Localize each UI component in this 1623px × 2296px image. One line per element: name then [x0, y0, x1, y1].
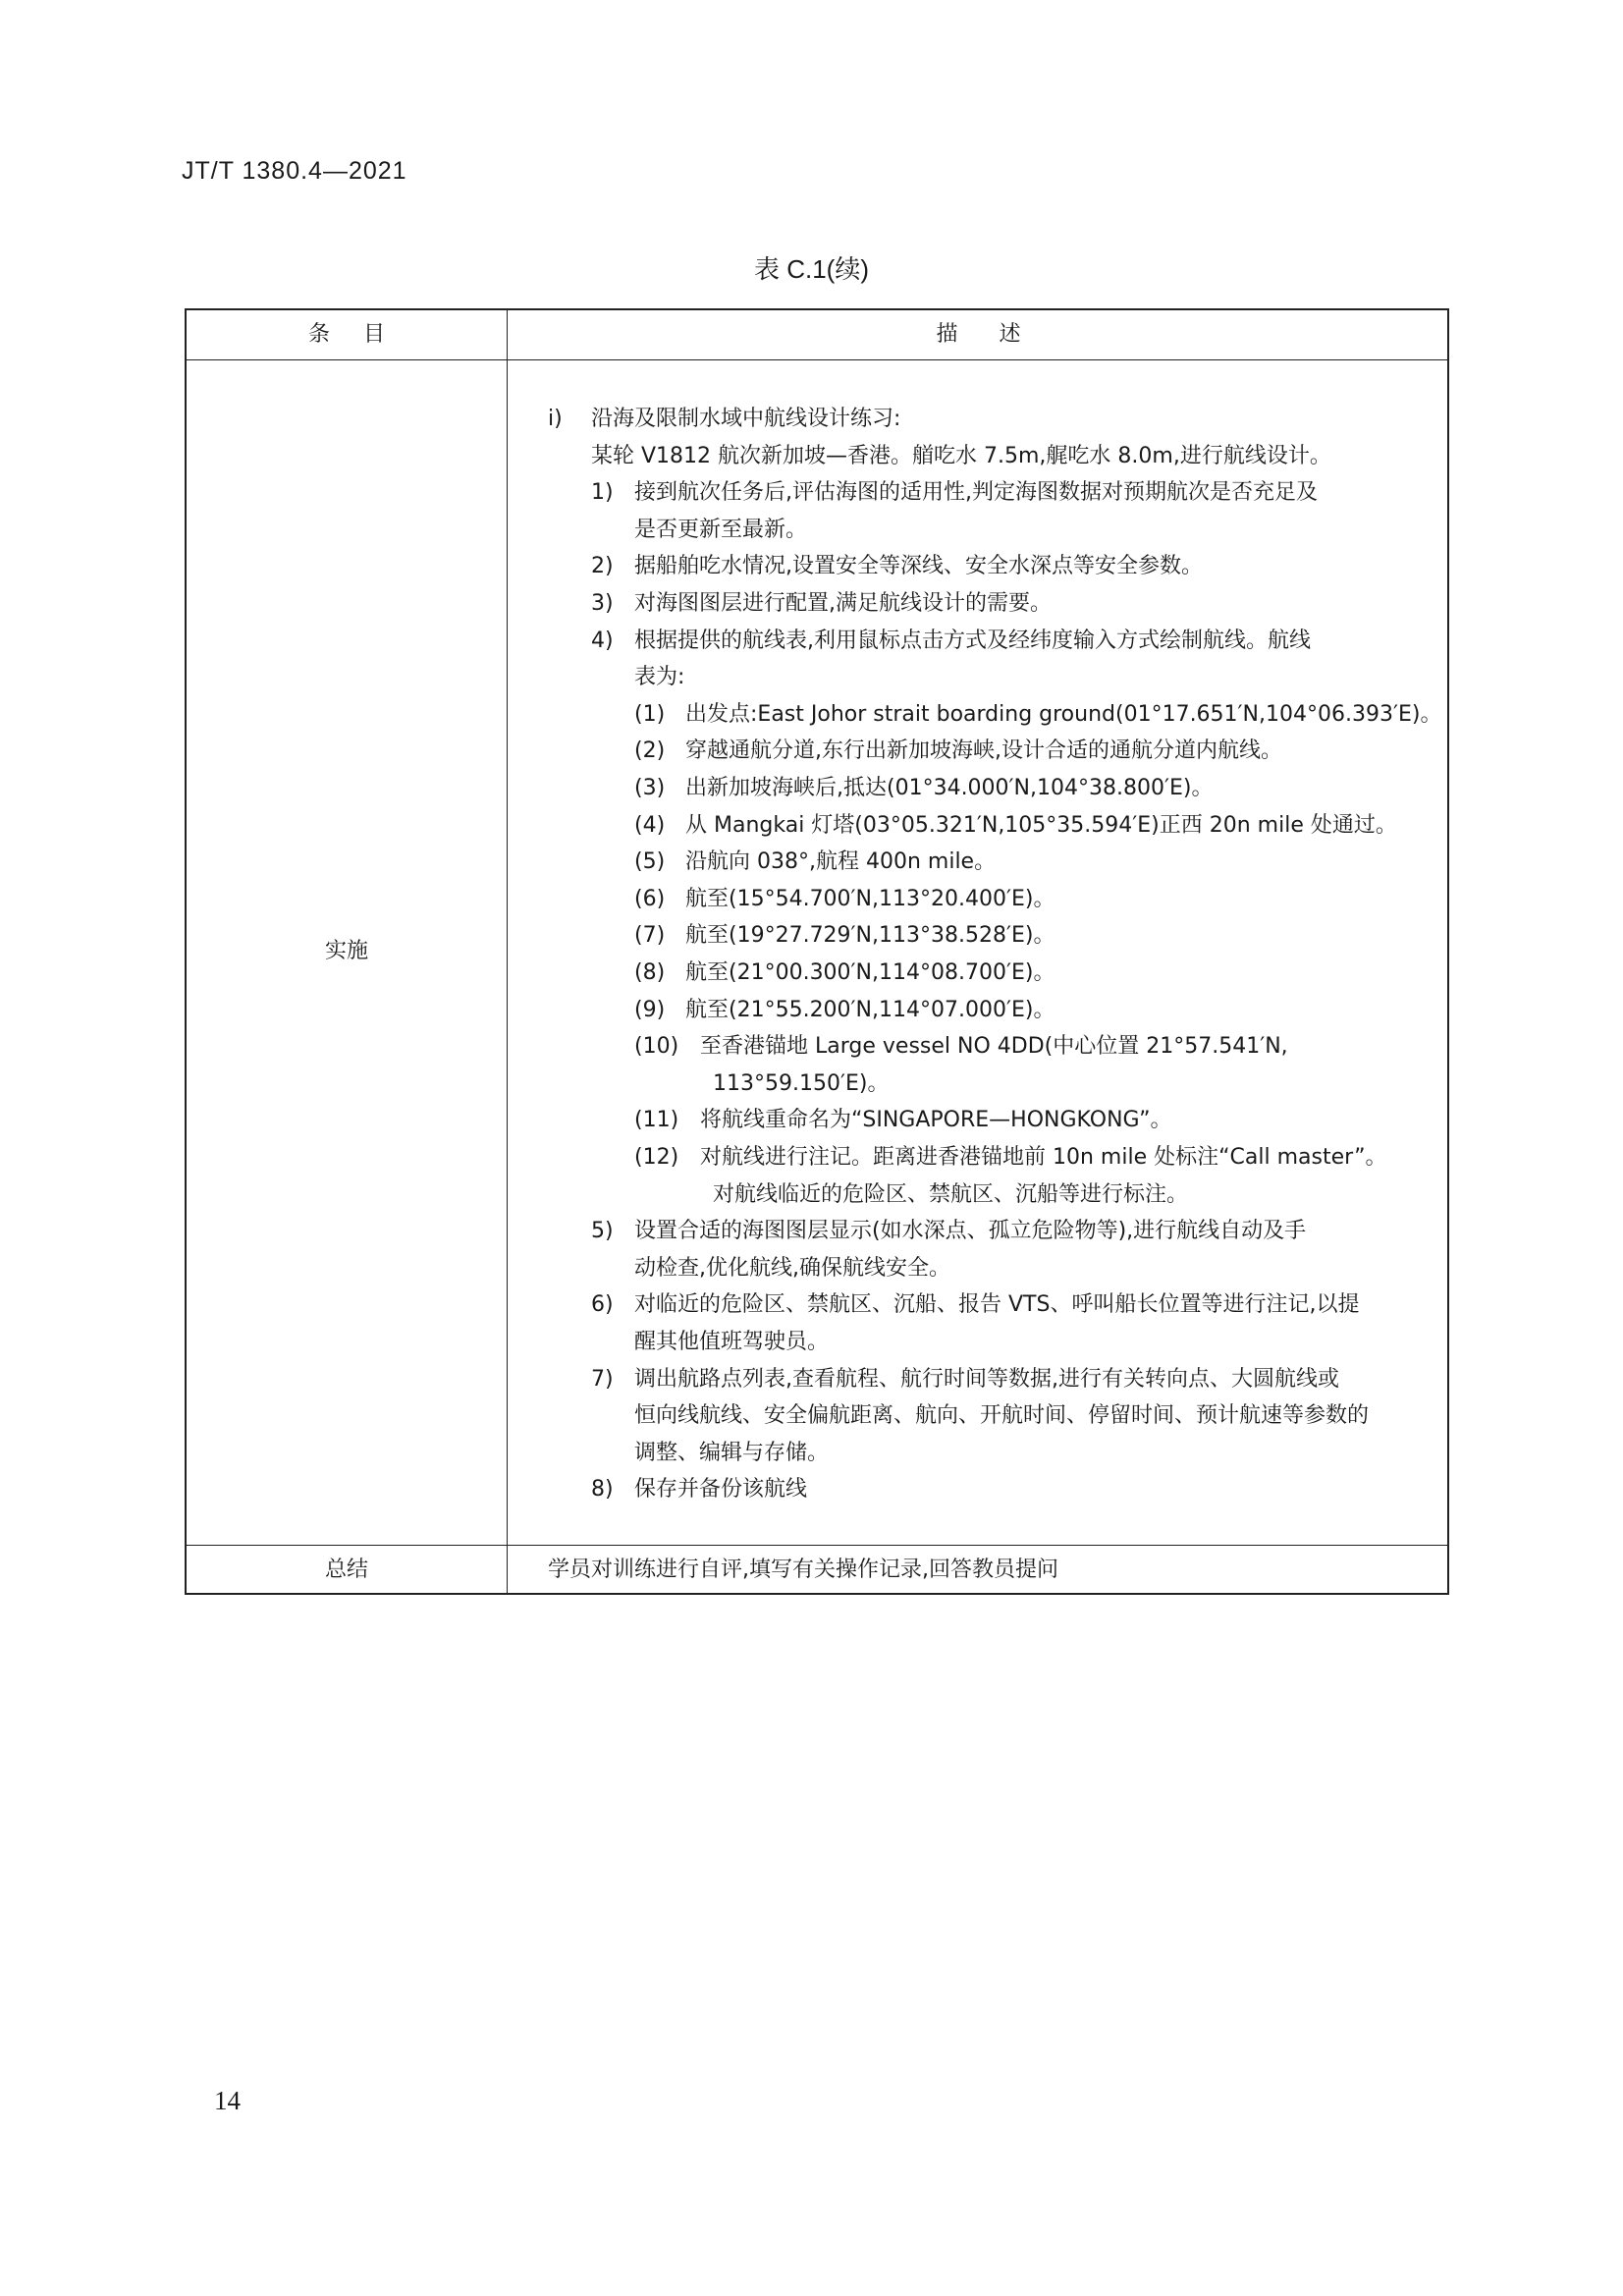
procedure-table [185, 308, 1449, 1595]
step-text: 醒其他值班驾驶员。 [634, 1330, 830, 1354]
step-number: 4) [591, 628, 614, 653]
step-number: 1) [591, 480, 614, 506]
substep-number: (11) [634, 1108, 679, 1133]
step-text: 对海图图层进行配置,满足航线设计的需要。 [634, 591, 1052, 616]
column-header-description: 描述 [936, 322, 1062, 347]
substep-text: 对航线临近的危险区、禁航区、沉船等进行标注。 [713, 1181, 1189, 1207]
step-text: 设置合适的海图图层显示(如水深点、孤立危险物等),进行航线自动及手 [634, 1219, 1307, 1244]
step-text: 调出航路点列表,查看航程、航行时间等数据,进行有关转向点、大圆航线或 [634, 1366, 1339, 1392]
step-text: 保存并备份该航线 [634, 1477, 808, 1503]
page-number: 14 [214, 2086, 241, 2115]
step-text: 动检查,优化航线,确保航线安全。 [634, 1255, 950, 1281]
substep-number: (8) [634, 960, 666, 985]
substep-number: (5) [634, 849, 666, 875]
item-number: i) [548, 407, 563, 431]
exercise-intro: 某轮 V1812 航次新加坡—香港。艏吃水 7.5m,艉吃水 8.0m,进行航线设计。 [591, 443, 1331, 468]
table-caption: 表 C.1(续) [753, 254, 869, 284]
substep-number: (2) [634, 738, 666, 764]
step-text: 据船舶吃水情况,设置安全等深线、安全水深点等安全参数。 [634, 554, 1203, 579]
header-divider [187, 359, 1447, 360]
substep-text: 航至(21°00.300′N,114°08.700′E)。 [685, 960, 1055, 985]
substep-number: (1) [634, 701, 666, 727]
substep-number: (12) [634, 1145, 679, 1170]
substep-number: (10) [634, 1034, 679, 1060]
row-divider [187, 1545, 1447, 1546]
step-text: 接到航次任务后,评估海图的适用性,判定海图数据对预期航次是否充足及 [634, 480, 1318, 506]
substep-number: (7) [634, 923, 666, 949]
substep-text: 航至(19°27.729′N,113°38.528′E)。 [685, 923, 1055, 949]
column-header-item: 条目 [307, 322, 418, 347]
step-text: 是否更新至最新。 [634, 517, 808, 542]
substep-text: 航至(21°55.200′N,114°07.000′E)。 [685, 997, 1055, 1022]
substep-text: 出发点:East Johor strait boarding ground(01°17.651′N,104°06.393′E)。 [685, 701, 1442, 727]
column-divider [507, 310, 508, 1593]
exercise-title: 沿海及限制水域中航线设计练习: [591, 407, 901, 431]
step-number: 2) [591, 554, 614, 579]
substep-text: 沿航向 038°,航程 400n mile。 [685, 849, 997, 875]
substep-text: 对航线进行注记。距离进香港锚地前 10n mile 处标注“Call master”。 [700, 1145, 1387, 1170]
step-number: 8) [591, 1477, 614, 1503]
substep-text: 至香港锚地 Large vessel NO 4DD(中心位置 21°57.541′N, [700, 1034, 1288, 1060]
step-text: 对临近的危险区、禁航区、沉船、报告 VTS、呼叫船长位置等进行注记,以提 [634, 1292, 1360, 1318]
substep-text: 113°59.150′E)。 [713, 1070, 890, 1096]
step-text: 根据提供的航线表,利用鼠标点击方式及经纬度输入方式绘制航线。航线 [634, 628, 1311, 653]
step-number: 5) [591, 1219, 614, 1244]
substep-number: (6) [634, 886, 666, 911]
step-text: 恒向线航线、安全偏航距离、航向、开航时间、停留时间、预计航速等参数的 [634, 1403, 1370, 1429]
step-number: 3) [591, 591, 614, 616]
step-number: 6) [591, 1292, 614, 1318]
substep-text: 将航线重命名为“SINGAPORE—HONGKONG”。 [700, 1108, 1172, 1133]
substep-text: 穿越通航分道,东行出新加坡海峡,设计合适的通航分道内航线。 [685, 738, 1282, 764]
step-text: 调整、编辑与存储。 [634, 1440, 830, 1465]
step-number: 7) [591, 1366, 614, 1392]
row-label-implementation: 实施 [324, 939, 368, 963]
summary-description: 学员对训练进行自评,填写有关操作记录,回答教员提问 [548, 1558, 1058, 1582]
substep-number: (9) [634, 997, 666, 1022]
row-label-summary: 总结 [324, 1558, 368, 1582]
substep-text: 从 Mangkai 灯塔(03°05.321′N,105°35.594′E)正西 20n mile 处通过。 [685, 812, 1397, 838]
substep-number: (4) [634, 812, 666, 838]
substep-text: 航至(15°54.700′N,113°20.400′E)。 [685, 886, 1055, 911]
substep-number: (3) [634, 776, 666, 800]
standard-code: JT/T 1380.4—2021 [182, 157, 407, 185]
step-text: 表为: [634, 665, 685, 690]
substep-text: 出新加坡海峡后,抵达(01°34.000′N,104°38.800′E)。 [685, 776, 1214, 800]
